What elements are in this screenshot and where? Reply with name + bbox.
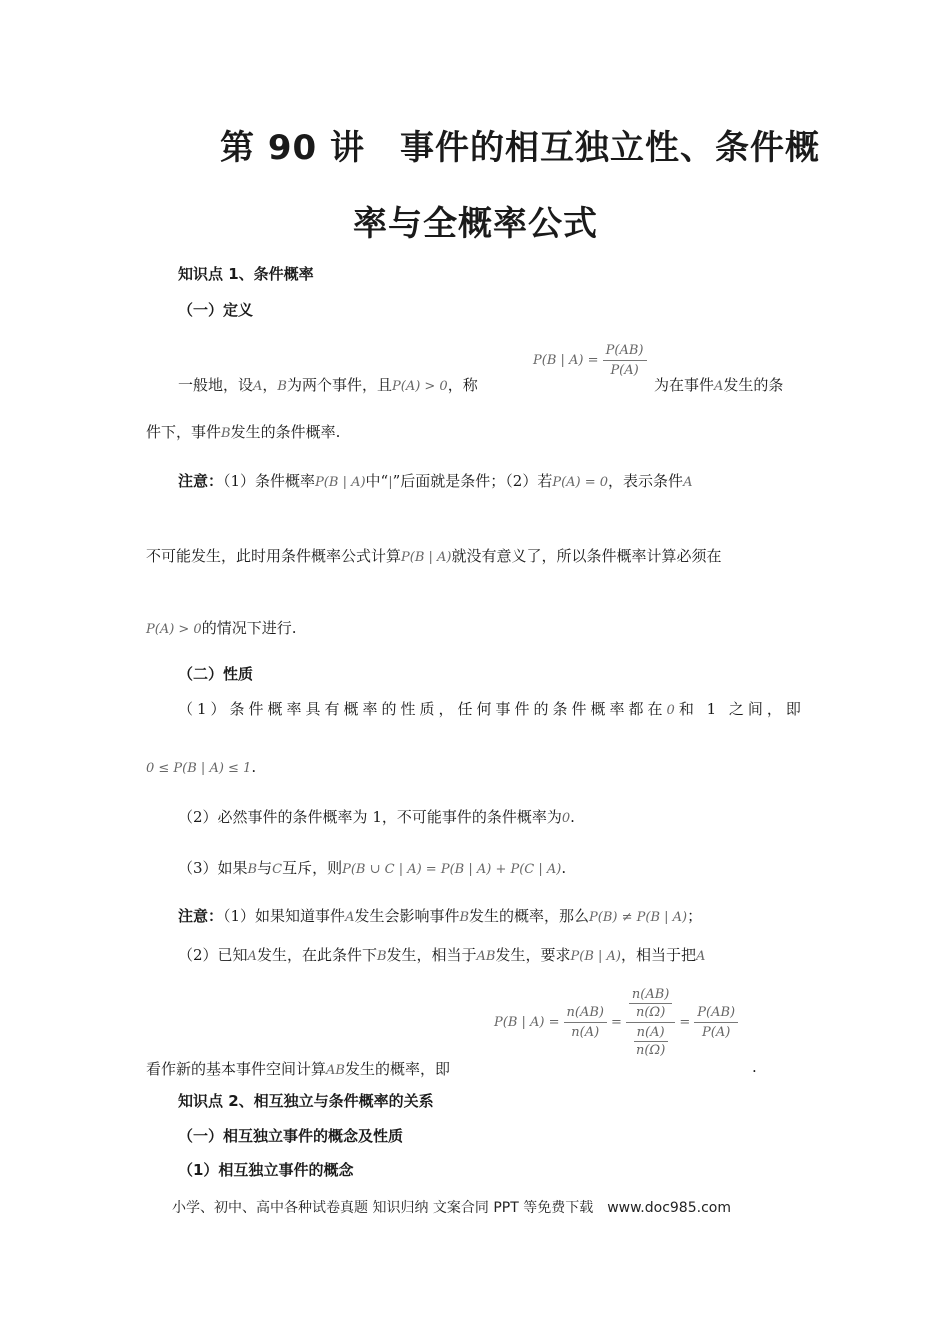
text: 为在事件 bbox=[654, 376, 715, 394]
note-1-line-3 bbox=[146, 617, 297, 638]
text: . bbox=[561, 859, 567, 877]
text: （1）条件概率具有概率的性质，任何事件的条件概率都在 bbox=[178, 700, 667, 718]
math-expression: P(B ∪ C | A) = P(B | A) + P(C | A) bbox=[342, 862, 562, 877]
text: 发生的概率，即 bbox=[344, 1060, 450, 1078]
compound-numerator bbox=[626, 987, 675, 1023]
equals-sign: = bbox=[679, 1015, 691, 1030]
compound-denominator bbox=[630, 1023, 671, 1058]
math-expression: P(B | A) bbox=[570, 949, 621, 964]
formula-lhs: P(B | A) = bbox=[533, 353, 599, 368]
text: 件下，事件 bbox=[146, 423, 222, 441]
text: 发生的条件概率. bbox=[230, 423, 341, 441]
fraction-numerator: n(AB) bbox=[629, 987, 672, 1004]
text: 发生的概率，那么 bbox=[469, 907, 590, 925]
text: . bbox=[251, 758, 257, 776]
fraction-numerator: n(AB) bbox=[564, 1005, 607, 1023]
math-symbol: A bbox=[683, 475, 693, 490]
text: ； bbox=[687, 907, 703, 925]
text: 互斥，则 bbox=[282, 859, 343, 877]
math-symbol: 0 bbox=[666, 703, 679, 718]
math-symbol: A bbox=[696, 949, 706, 964]
property-2 bbox=[178, 806, 575, 827]
note-2-line-2 bbox=[178, 944, 705, 965]
page-title-line2: 率与全概率公式 bbox=[353, 204, 598, 244]
math-expression: P(A) > 0 bbox=[146, 622, 202, 637]
subheading-independence: （一）相互独立事件的概念及性质 bbox=[178, 1127, 404, 1145]
definition-line-1 bbox=[178, 374, 478, 395]
math-symbol: B bbox=[459, 910, 470, 925]
math-symbol: A bbox=[714, 379, 724, 394]
fraction bbox=[694, 1005, 738, 1040]
text: 和 1 之间，即 bbox=[678, 700, 805, 718]
subheading-properties: （二）性质 bbox=[178, 665, 254, 683]
note-1-line-1 bbox=[178, 470, 692, 491]
definition-line-2 bbox=[146, 421, 340, 442]
math-symbol: AB bbox=[326, 1063, 345, 1078]
math-expression: P(A) = 0 bbox=[552, 475, 609, 490]
text: （2）已知 bbox=[178, 946, 248, 964]
text: 就没有意义了，所以条件概率计算必须在 bbox=[451, 547, 722, 565]
section-heading-k1: 知识点 1、条件概率 bbox=[178, 265, 314, 283]
section-heading-k2: 知识点 2、相互独立与条件概率的关系 bbox=[178, 1092, 434, 1110]
text: 发生，相当于 bbox=[386, 946, 477, 964]
note-label: 注意： bbox=[178, 472, 224, 490]
fraction-numerator: P(AB) bbox=[603, 343, 647, 361]
fraction-denominator: P(A) bbox=[702, 1025, 731, 1040]
math-expression: P(B) ≠ P(B | A) bbox=[589, 910, 688, 925]
text: 发生的条 bbox=[723, 376, 784, 394]
math-symbol: | bbox=[388, 475, 393, 490]
fraction-denominator: n(A) bbox=[571, 1025, 600, 1040]
math-expression: P(B | A) bbox=[315, 475, 366, 490]
text: ”后面就是条件；（2）若 bbox=[392, 472, 553, 490]
text: 不可能发生，此时用条件概率公式计算 bbox=[146, 547, 402, 565]
math-symbol: 0 bbox=[561, 811, 571, 826]
fraction-numerator: n(A) bbox=[634, 1025, 668, 1042]
text: （1）如果知道事件 bbox=[223, 907, 346, 925]
math-symbol: C bbox=[272, 862, 283, 877]
text: . bbox=[570, 808, 575, 826]
math-symbol: B bbox=[221, 426, 231, 441]
note-2-line-1 bbox=[178, 905, 702, 926]
definition-line-1-end bbox=[654, 374, 783, 395]
text: 发生会影响事件 bbox=[354, 907, 460, 925]
counting-formula bbox=[494, 975, 738, 1070]
note-2-line-3 bbox=[146, 1058, 450, 1079]
page-footer: 小学、初中、高中各种试卷真题 知识归纳 文案合同 PPT 等免费下载 www.doc985.com bbox=[172, 1200, 731, 1216]
subheading-independence-concept: （1）相互独立事件的概念 bbox=[178, 1161, 354, 1179]
math-symbol: A bbox=[253, 379, 263, 394]
math-symbol: AB bbox=[476, 949, 496, 964]
text: ， bbox=[262, 376, 278, 394]
math-expression: P(A) > 0 bbox=[392, 379, 448, 394]
property-1-line-2 bbox=[146, 758, 256, 776]
property-1-line-1 bbox=[178, 698, 805, 719]
page-title-line1: 第 90 讲 事件的相互独立性、条件概 bbox=[220, 128, 820, 168]
property-3 bbox=[178, 857, 566, 878]
fraction-denominator: n(Ω) bbox=[635, 1043, 666, 1058]
text: 与 bbox=[257, 859, 273, 877]
text: （1）条件概率 bbox=[223, 472, 316, 490]
text: 一般地，设 bbox=[178, 376, 254, 394]
text: 发生，在此条件下 bbox=[256, 946, 377, 964]
text: ，相当于把 bbox=[620, 946, 696, 964]
math-symbol: A bbox=[345, 910, 355, 925]
note-label: 注意： bbox=[178, 907, 224, 925]
fraction bbox=[603, 343, 647, 378]
math-expression: P(B | A) bbox=[401, 550, 452, 565]
text: 看作新的基本事件空间计算 bbox=[146, 1060, 327, 1078]
math-symbol: A bbox=[247, 949, 257, 964]
math-expression: 0 ≤ P(B | A) ≤ 1 bbox=[146, 761, 252, 776]
fraction bbox=[564, 1005, 607, 1040]
text: 中“ bbox=[365, 472, 389, 490]
equals-sign: = bbox=[610, 1015, 622, 1030]
fraction-denominator: n(Ω) bbox=[635, 1005, 666, 1020]
fraction-denominator: P(A) bbox=[610, 363, 639, 378]
math-symbol: B bbox=[277, 379, 287, 394]
text: ，称 bbox=[447, 376, 478, 394]
math-symbol: B bbox=[247, 862, 258, 877]
text: （3）如果 bbox=[178, 859, 248, 877]
text: ，表示条件 bbox=[608, 472, 684, 490]
conditional-probability-formula bbox=[533, 343, 647, 378]
subheading-definition: （一）定义 bbox=[178, 301, 254, 319]
text: （2）必然事件的条件概率为 1，不可能事件的条件概率为 bbox=[178, 808, 562, 826]
note-2-line-3-end: . bbox=[752, 1058, 757, 1076]
compound-fraction bbox=[626, 987, 675, 1058]
math-symbol: B bbox=[376, 949, 387, 964]
text: 的情况下进行. bbox=[201, 619, 297, 637]
fraction-numerator: P(AB) bbox=[694, 1005, 738, 1023]
formula-lhs: P(B | A) = bbox=[494, 1015, 560, 1030]
text: 为两个事件，且 bbox=[286, 376, 392, 394]
note-1-line-2 bbox=[146, 545, 722, 566]
text: 发生，要求 bbox=[495, 946, 571, 964]
